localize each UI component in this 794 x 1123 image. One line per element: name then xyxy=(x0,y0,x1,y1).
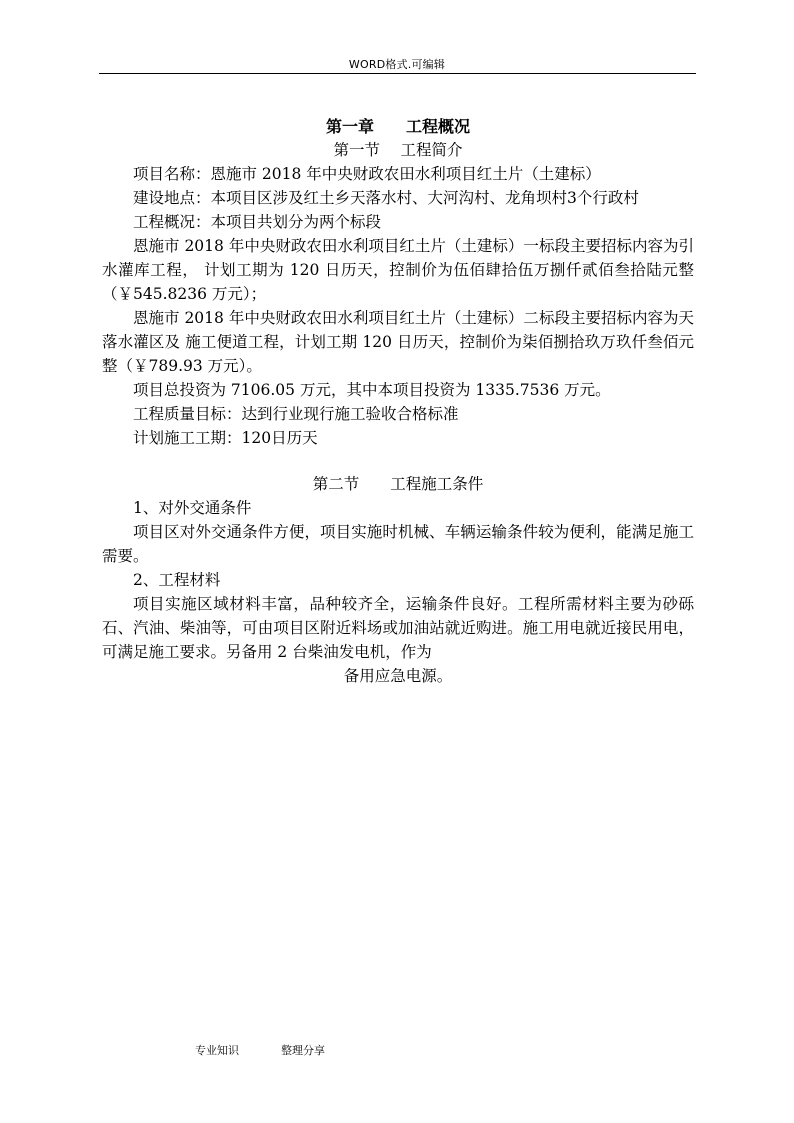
schedule-paragraph: 计划施工工期：120日历天 xyxy=(133,429,318,447)
footer-right-text: 整理分享 xyxy=(281,1044,325,1057)
section-title-1: 第一节 工程简介 xyxy=(333,141,463,159)
project-name-paragraph: 项目名称：恩施市 2018 年中央财政农田水利项目红土片（土建标） xyxy=(133,165,601,183)
materials-paragraph-last-line: 备用应急电源。 xyxy=(343,667,453,685)
document-body xyxy=(102,116,694,688)
total-investment-paragraph: 项目总投资为 7106.05 万元，其中本项目投资为 1335.7536 万元。 xyxy=(133,381,611,399)
materials-heading: 2、工程材料 xyxy=(133,571,221,589)
page-footer xyxy=(195,1042,325,1058)
section-title-2: 第二节 工程施工条件 xyxy=(312,475,484,493)
quality-target-paragraph: 工程质量目标：达到行业现行施工验收合格标准 xyxy=(133,405,459,423)
transport-paragraph: 项目区对外交通条件方便，项目实施时机械、车辆运输条件较为便利，能满足施工需要。 xyxy=(102,523,694,565)
footer-left-text: 专业知识 xyxy=(195,1044,239,1057)
section-spacer xyxy=(102,450,694,472)
header-divider xyxy=(99,73,696,74)
page-header: WORD格式.可编辑 xyxy=(348,58,446,71)
materials-paragraph: 项目实施区域材料丰富，品种较齐全，运输条件良好。工程所需材料主要为砂砾石、汽油、柴油等，可由项目区附近料场或加油站就近购进。施工用电就近接民用电，可满足施工要求。另备用 2 台柴油发电机，作为 xyxy=(102,595,694,661)
lot-one-paragraph: 恩施市 2018 年中央财政农田水利项目红土片（土建标）一标段主要招标内容为引水灌库工程， 计划工期为 120 日历天，控制价为伍佰肆拾伍万捌仟贰佰叁拾陆元整（￥545.8236 万元）； xyxy=(102,237,694,303)
overview-paragraph: 工程概况：本项目共划分为两个标段 xyxy=(133,213,382,231)
chapter-title: 第一章 工程概况 xyxy=(325,117,470,136)
construction-site-paragraph: 建设地点：本项目区涉及红土乡天落水村、大河沟村、龙角坝村3个行政村 xyxy=(133,189,639,207)
lot-two-paragraph: 恩施市 2018 年中央财政农田水利项目红土片（土建标）二标段主要招标内容为天落水灌区及 施工便道工程，计划工期 120 日历天，控制价为柒佰捌拾玖万玖仟叁佰元整（￥789.93 万元）。 xyxy=(102,309,694,375)
transport-heading: 1、对外交通条件 xyxy=(133,499,252,517)
